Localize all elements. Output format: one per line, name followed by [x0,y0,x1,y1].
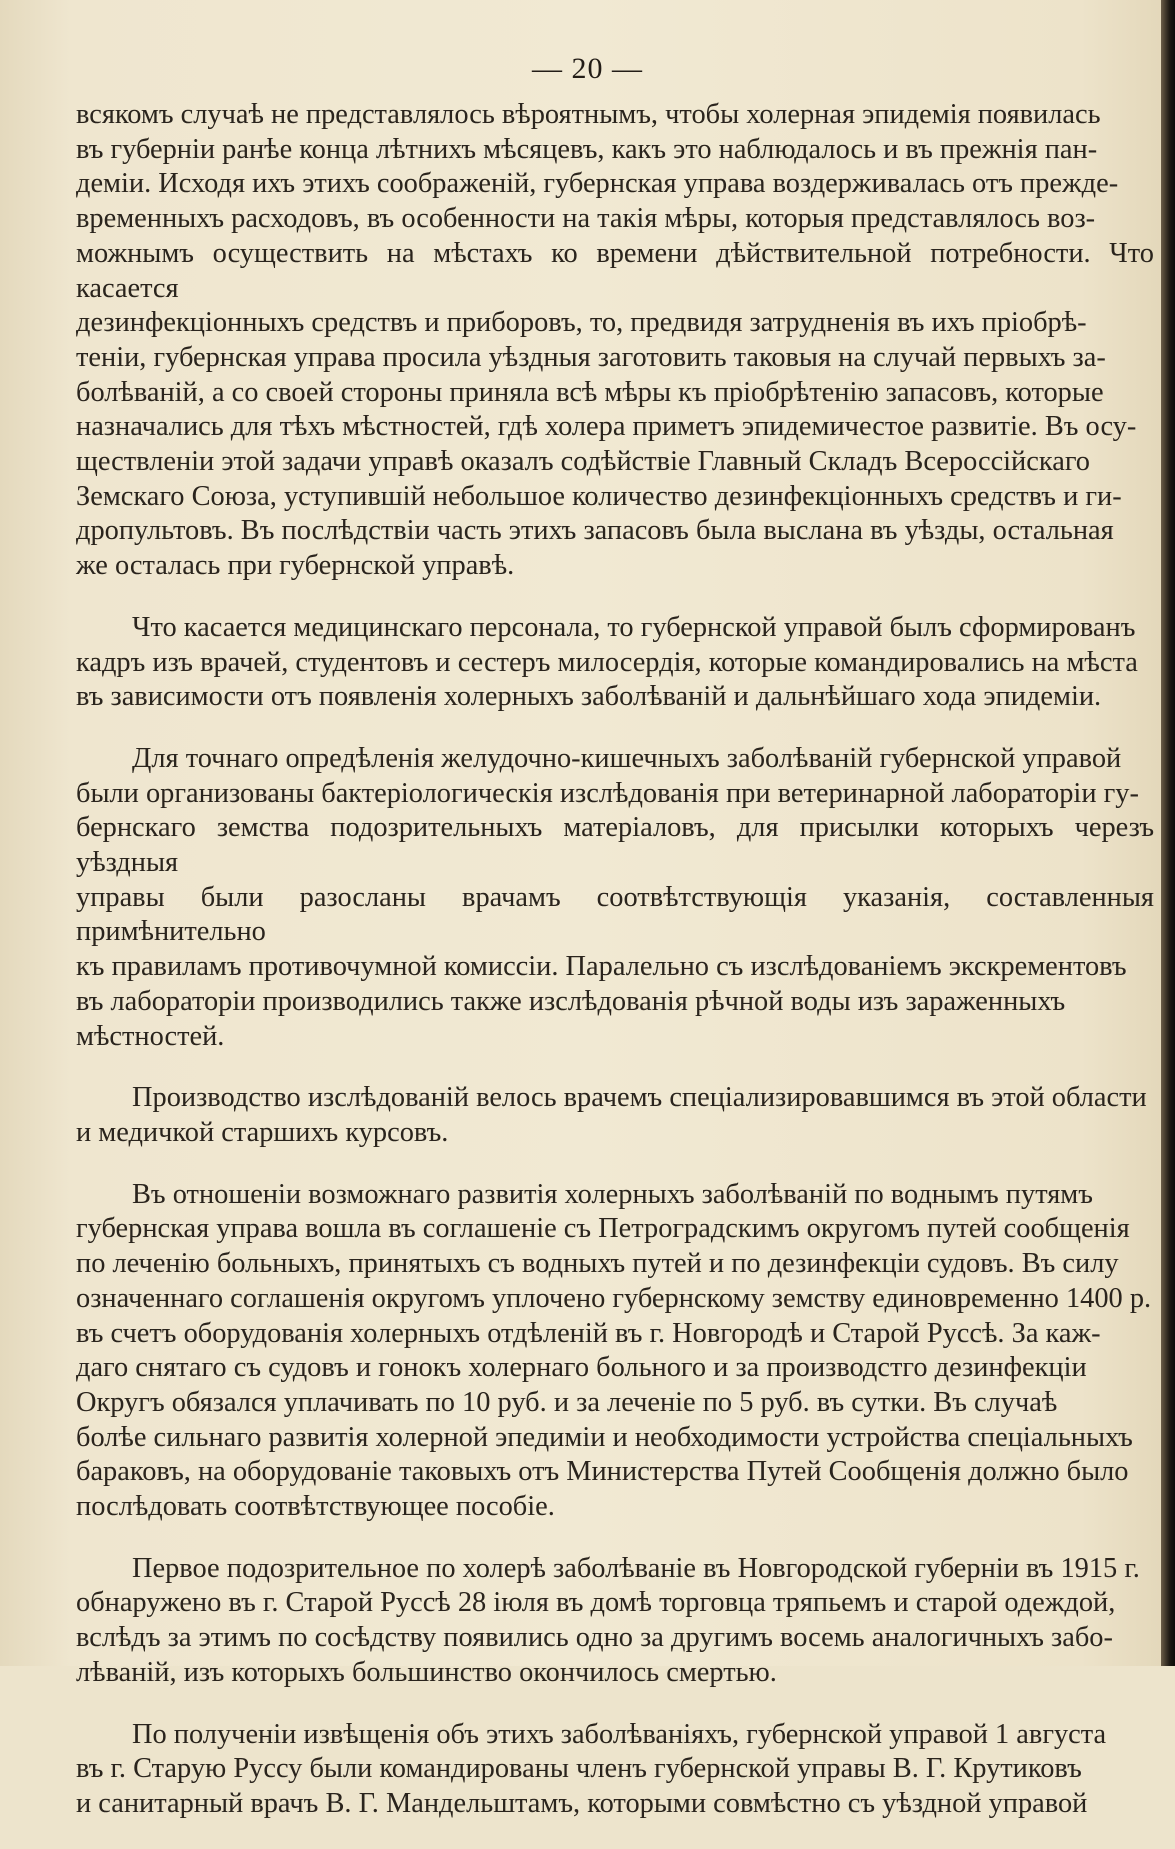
page-body [76,98,1154,1849]
paragraph-4: Производство изслѣдованій велось врачемъ спеціализировавшимся въ этой области и медичкой старшихъ курсовъ. [76,1082,1147,1148]
paragraph-5: Въ отношеніи возможнаго развитія холерныхъ заболѣваній по воднымъ путямъ губернская управа вошла въ соглашеніе съ Петроградскимъ округомъ путей сообщенія по леченію больныхъ, принятыхъ съ водныхъ путей и по дезинфекціи судовъ. Въ силу означеннаго соглашенія округомъ уплочено губернскому земству единовременно 1400 р. въ счетъ оборудованія холерныхъ отдѣленій въ г. Новгородѣ и Старой Руссѣ. За каж- даго снятаго съ судовъ и гонокъ холернаго больного и за производстго дезинфекціи Округъ обязался уплачивать по 10 руб. и за леченіе по 5 руб. въ сутки. Въ случаѣ болѣе сильнаго развитія холерной эпедиміи и необходимости устройства спеціальныхъ бараковъ, на оборудованіе таковыхъ отъ Министерства Путей Сообщенія должно было послѣдовать соотвѣтствующее пособіе. [76,1178,1152,1523]
paragraph-3: Для точнаго опредѣленія желудочно-кишечныхъ заболѣваній губернской управой были организованы бактеріологическія изслѣдованія при ветеринарной лабораторіи гу- бернскаго земства подозрительныхъ матеріаловъ, для присылки которыхъ черезъ уѣздныя управы были разосланы врачамъ соотвѣтствующія указанія, составленныя примѣнительно къ правиламъ противочумной комиссіи. Паралельно съ изслѣдованіемъ экскрементовъ въ лабораторіи производились также изслѣдованія рѣчной воды изъ зараженныхъ мѣстностей. [76,742,1154,1052]
paragraph-7: По полученіи извѣщенія объ этихъ заболѣваніяхъ, губернской управой 1 августа въ г. Старую Руссу были командированы членъ губернской управы В. Г. Крутиковъ и санитарный врачъ В. Г. Мандельштамъ, которыми совмѣстно съ уѣздной управой [76,1718,1107,1819]
paragraph-6: Первое подозрительное по холерѣ заболѣваніе въ Новгородской губерніи въ 1915 г. обнаружено въ г. Старой Руссѣ 28 іюля въ домѣ торговца тряпьемъ и старой одеждой, вслѣдъ за этимъ по сосѣдству появились одно за другимъ восемь аналогичныхъ забо- лѣваній, изъ которыхъ большинство окончилось смертью. [76,1552,1140,1688]
paragraph-1: всякомъ случаѣ не представлялось вѣроятнымъ, чтобы холерная эпидемія появилась въ губерніи ранѣе конца лѣтнихъ мѣсяцевъ, какъ это наблюдалось и въ прежнія пан- деміи. Исходя ихъ этихъ соображеній, губернская управа воздерживалась отъ прежде- временныхъ расходовъ, въ особенности на такія мѣры, которыя представлялось воз- можнымъ осуществить на мѣстахъ ко времени дѣйствительной потребности. Что касается дезинфекціонныхъ средствъ и приборовъ, то, предвидя затрудненія въ ихъ пріобрѣ- теніи, губернская управа просила уѣздныя заготовить таковыя на случай первыхъ за- болѣваній, а со своей стороны приняла всѣ мѣры къ пріобрѣтенію запасовъ, которые назначались для тѣхъ мѣстностей, гдѣ холера приметъ эпидемичестое развитіе. Въ осу- ществленіи этой задачи управѣ оказалъ содѣйствіе Главный Складъ Всероссійскаго Земскаго Союза, уступившій небольшое количество дезинфекціонныхъ средствъ и ги- дропультовъ. Въ послѣдствіи часть этихъ запасовъ была выслана въ уѣзды, остальная же осталась при губернской управѣ. [76,99,1154,582]
page-number: — 20 — [532,52,643,85]
paragraph-2: Что касается медицинскаго персонала, то губернской управой былъ сформированъ кадръ изъ врачей, студентовъ и сестеръ милосердія, которые командировались на мѣста въ зависимости отъ появленія холерныхъ заболѣваній и дальнѣйшаго хода эпидеміи. [76,611,1138,713]
page-binding-edge [1161,0,1175,1666]
